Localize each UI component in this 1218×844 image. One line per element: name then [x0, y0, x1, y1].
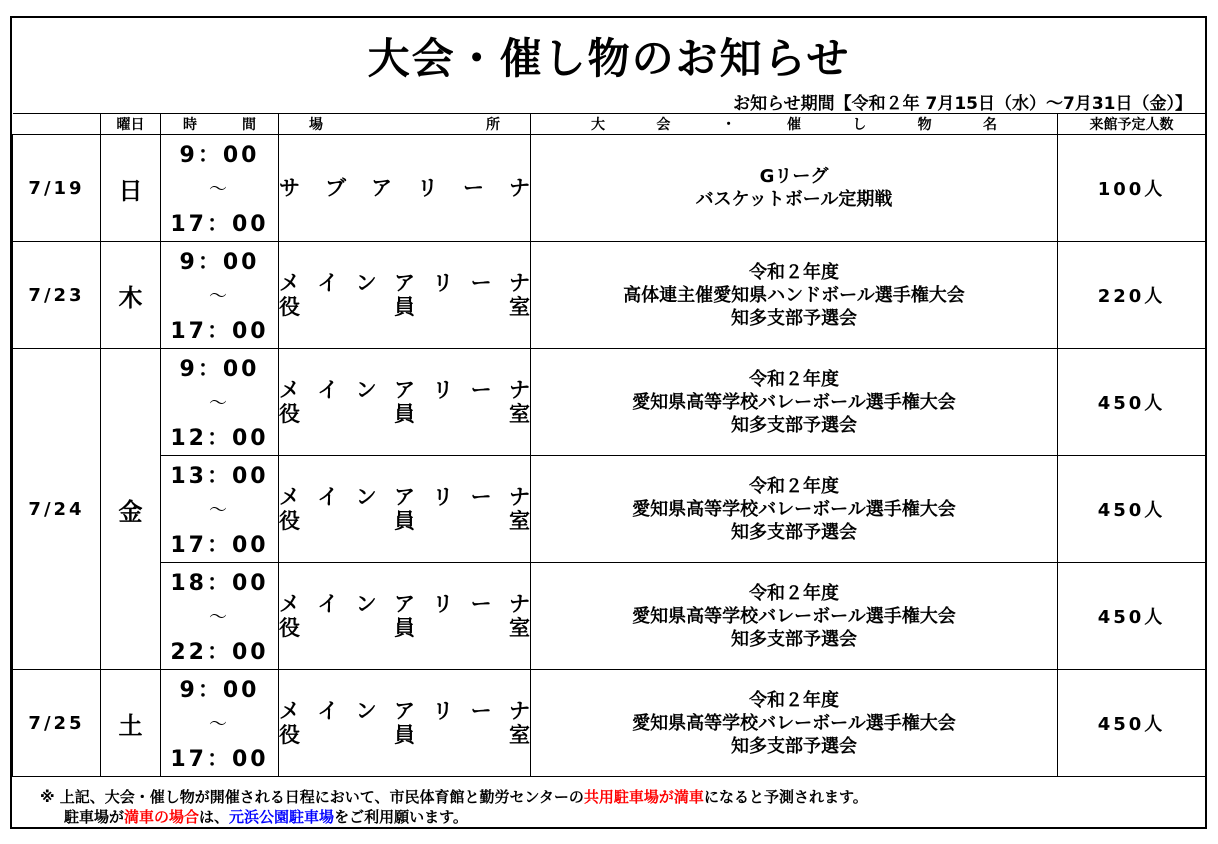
- row-place: [279, 349, 531, 456]
- header-event-char: 大: [591, 117, 605, 133]
- place-char: ア: [393, 378, 415, 402]
- row-place: [279, 670, 531, 777]
- footer-text: 駐車場が: [64, 808, 125, 826]
- place-char: リ: [432, 699, 454, 723]
- place-char: イ: [317, 699, 339, 723]
- time-tilde: ～: [209, 500, 230, 521]
- place-char: ナ: [508, 592, 530, 616]
- place-char: ー: [463, 176, 484, 200]
- row-event: [531, 135, 1058, 242]
- header-day: 曜日: [101, 114, 161, 135]
- place-char: 員: [394, 723, 415, 747]
- place-line: [279, 509, 530, 533]
- place-char: 室: [509, 509, 530, 533]
- event-line: 高体連主催愛知県ハンドボール選手権大会: [623, 284, 965, 306]
- time-start: 9：00: [179, 250, 260, 275]
- event-line: 愛知県高等学校バレーボール選手権大会: [632, 498, 956, 520]
- place-char: ン: [355, 485, 377, 509]
- row-count: 450人: [1058, 563, 1206, 670]
- place-char: 員: [394, 295, 415, 319]
- place-line: [279, 723, 530, 747]
- time-tilde: ～: [209, 179, 230, 200]
- row-date: 7/23: [13, 242, 101, 349]
- footer-note: [40, 787, 868, 827]
- event-line: バスケットボール定期戦: [695, 189, 893, 210]
- table-row: [13, 563, 1206, 670]
- table-row: [13, 456, 1206, 563]
- place-char: 役: [279, 509, 300, 533]
- page-title: 大会・催し物のお知らせ: [367, 34, 851, 83]
- header-date: [13, 114, 101, 135]
- place-line: [279, 592, 530, 616]
- header-event-char: し: [852, 117, 867, 133]
- place-char: ー: [470, 271, 492, 295]
- time-start: 9：00: [179, 143, 260, 168]
- header-place-char: 所: [486, 117, 500, 133]
- place-char: ア: [393, 485, 415, 509]
- header-count: 来館予定人数: [1058, 114, 1206, 135]
- place-char: ア: [393, 592, 415, 616]
- event-line: 令和２年度: [749, 475, 839, 497]
- footer-text: は、: [199, 808, 230, 826]
- row-time: [161, 135, 279, 242]
- place-char: ナ: [508, 271, 530, 295]
- row-place: [279, 242, 531, 349]
- place-char: 室: [509, 616, 530, 640]
- table-header-row: [13, 114, 1206, 135]
- place-line: [279, 176, 530, 200]
- place-char: メ: [279, 592, 300, 616]
- event-line: 愛知県高等学校バレーボール選手権大会: [632, 391, 956, 413]
- event-line: 知多支部予選会: [731, 307, 857, 329]
- place-char: 役: [279, 616, 300, 640]
- table-row: [13, 242, 1206, 349]
- time-start: 9：00: [179, 678, 260, 703]
- row-event: [531, 456, 1058, 563]
- header-time: [161, 114, 279, 135]
- schedule-rows: [13, 135, 1206, 777]
- place-char: 員: [394, 402, 415, 426]
- place-char: イ: [317, 485, 339, 509]
- table-row: [13, 135, 1206, 242]
- time-tilde: ～: [209, 714, 230, 735]
- place-line: [279, 402, 530, 426]
- row-count: 100人: [1058, 135, 1206, 242]
- place-line: [279, 271, 530, 295]
- place-line: [279, 699, 530, 723]
- time-start: 13：00: [170, 464, 269, 489]
- time-end: 12：00: [170, 426, 269, 451]
- place-char: ナ: [508, 378, 530, 402]
- header-event-char: ・: [721, 117, 736, 133]
- place-line: [279, 378, 530, 402]
- footer-text: になると予測されます。: [703, 788, 868, 806]
- row-event: [531, 242, 1058, 349]
- row-count: 220人: [1058, 242, 1206, 349]
- time-end: 17：00: [170, 319, 269, 344]
- place-char: イ: [317, 592, 339, 616]
- row-count: 450人: [1058, 670, 1206, 777]
- place-char: メ: [279, 699, 300, 723]
- row-time: [161, 670, 279, 777]
- row-time: [161, 349, 279, 456]
- event-line: 知多支部予選会: [731, 628, 857, 650]
- time-start: 18：00: [170, 571, 269, 596]
- place-char: 員: [394, 509, 415, 533]
- place-char: イ: [317, 271, 339, 295]
- place-char: 員: [394, 616, 415, 640]
- place-char: リ: [432, 485, 454, 509]
- footer-text: をご利用願います。: [334, 808, 468, 826]
- place-char: ン: [355, 378, 377, 402]
- table-row: [13, 670, 1206, 777]
- event-line: 令和２年度: [749, 261, 839, 283]
- place-line: [279, 485, 530, 509]
- schedule-table: [12, 113, 1206, 777]
- place-char: リ: [432, 378, 454, 402]
- row-date: 7/25: [13, 670, 101, 777]
- place-char: ア: [393, 699, 415, 723]
- header-event: [531, 114, 1058, 135]
- place-char: ナ: [509, 176, 530, 200]
- place-char: イ: [317, 378, 339, 402]
- place-char: 室: [509, 295, 530, 319]
- place-char: ー: [470, 485, 492, 509]
- event-line: 愛知県高等学校バレーボール選手権大会: [632, 605, 956, 627]
- row-place: [279, 135, 531, 242]
- table-row: [13, 349, 1206, 456]
- row-date: 7/24: [13, 349, 101, 670]
- time-tilde: ～: [209, 286, 230, 307]
- footer-line-2: [40, 807, 868, 827]
- row-place: [279, 563, 531, 670]
- time-end: 17：00: [170, 533, 269, 558]
- header-place: [279, 114, 531, 135]
- row-day: 土: [101, 670, 161, 777]
- event-line: 令和２年度: [749, 582, 839, 604]
- place-char: ー: [470, 699, 492, 723]
- time-end: 17：00: [170, 747, 269, 772]
- event-line: 令和２年度: [749, 689, 839, 711]
- place-char: リ: [432, 592, 454, 616]
- header-event-char: 名: [982, 117, 997, 133]
- notice-period: お知らせ期間【令和２年 7月15日（水）～7月31日（金）】: [733, 94, 1192, 114]
- header-time-char: 間: [242, 117, 256, 133]
- event-line: 令和２年度: [749, 368, 839, 390]
- place-char: メ: [279, 485, 300, 509]
- footer-highlight-blue: 元浜公園駐車場: [229, 808, 335, 826]
- place-char: 役: [279, 402, 300, 426]
- place-char: ア: [393, 271, 415, 295]
- row-event: [531, 563, 1058, 670]
- event-line: 愛知県高等学校バレーボール選手権大会: [632, 712, 956, 734]
- row-place: [279, 456, 531, 563]
- header-event-char: 会: [656, 117, 671, 133]
- place-char: ー: [470, 592, 492, 616]
- header-event-char: 催: [786, 117, 801, 133]
- footer-line-1: [40, 787, 868, 807]
- header-place-char: 場: [309, 117, 323, 133]
- place-char: ブ: [325, 176, 346, 200]
- row-day: 日: [101, 135, 161, 242]
- place-char: リ: [417, 176, 438, 200]
- place-char: メ: [279, 378, 300, 402]
- time-tilde: ～: [209, 393, 230, 414]
- place-line: [279, 295, 530, 319]
- event-line: 知多支部予選会: [731, 735, 857, 757]
- place-char: 役: [279, 295, 300, 319]
- row-count: 450人: [1058, 349, 1206, 456]
- time-tilde: ～: [209, 607, 230, 628]
- place-char: ー: [470, 378, 492, 402]
- event-line: 知多支部予選会: [731, 521, 857, 543]
- row-event: [531, 670, 1058, 777]
- event-line: 知多支部予選会: [731, 414, 857, 436]
- place-char: ン: [355, 592, 377, 616]
- time-end: 17：00: [170, 212, 269, 237]
- event-line: Gリーグ: [759, 166, 829, 187]
- place-char: ン: [355, 271, 377, 295]
- place-char: ア: [371, 176, 392, 200]
- row-time: [161, 563, 279, 670]
- place-char: 室: [509, 402, 530, 426]
- place-line: [279, 616, 530, 640]
- row-date: 7/19: [13, 135, 101, 242]
- place-char: メ: [279, 271, 300, 295]
- row-time: [161, 242, 279, 349]
- place-char: リ: [432, 271, 454, 295]
- footer-highlight-red: 共用駐車場が満車: [583, 788, 704, 806]
- footer-text: ※ 上記、大会・催し物が開催される日程において、市民体育館と勤労センターの: [40, 788, 584, 806]
- row-day: 木: [101, 242, 161, 349]
- row-day: 金: [101, 349, 161, 670]
- footer-highlight-red: 満車の場合: [124, 808, 200, 826]
- time-start: 9：00: [179, 357, 260, 382]
- header-event-char: 物: [917, 117, 932, 133]
- time-end: 22：00: [170, 640, 269, 665]
- place-char: ン: [355, 699, 377, 723]
- place-char: サ: [279, 176, 300, 200]
- place-char: 役: [279, 723, 300, 747]
- row-count: 450人: [1058, 456, 1206, 563]
- place-char: ナ: [508, 485, 530, 509]
- row-event: [531, 349, 1058, 456]
- place-char: 室: [509, 723, 530, 747]
- header-time-char: 時: [183, 117, 197, 133]
- place-char: ナ: [508, 699, 530, 723]
- row-time: [161, 456, 279, 563]
